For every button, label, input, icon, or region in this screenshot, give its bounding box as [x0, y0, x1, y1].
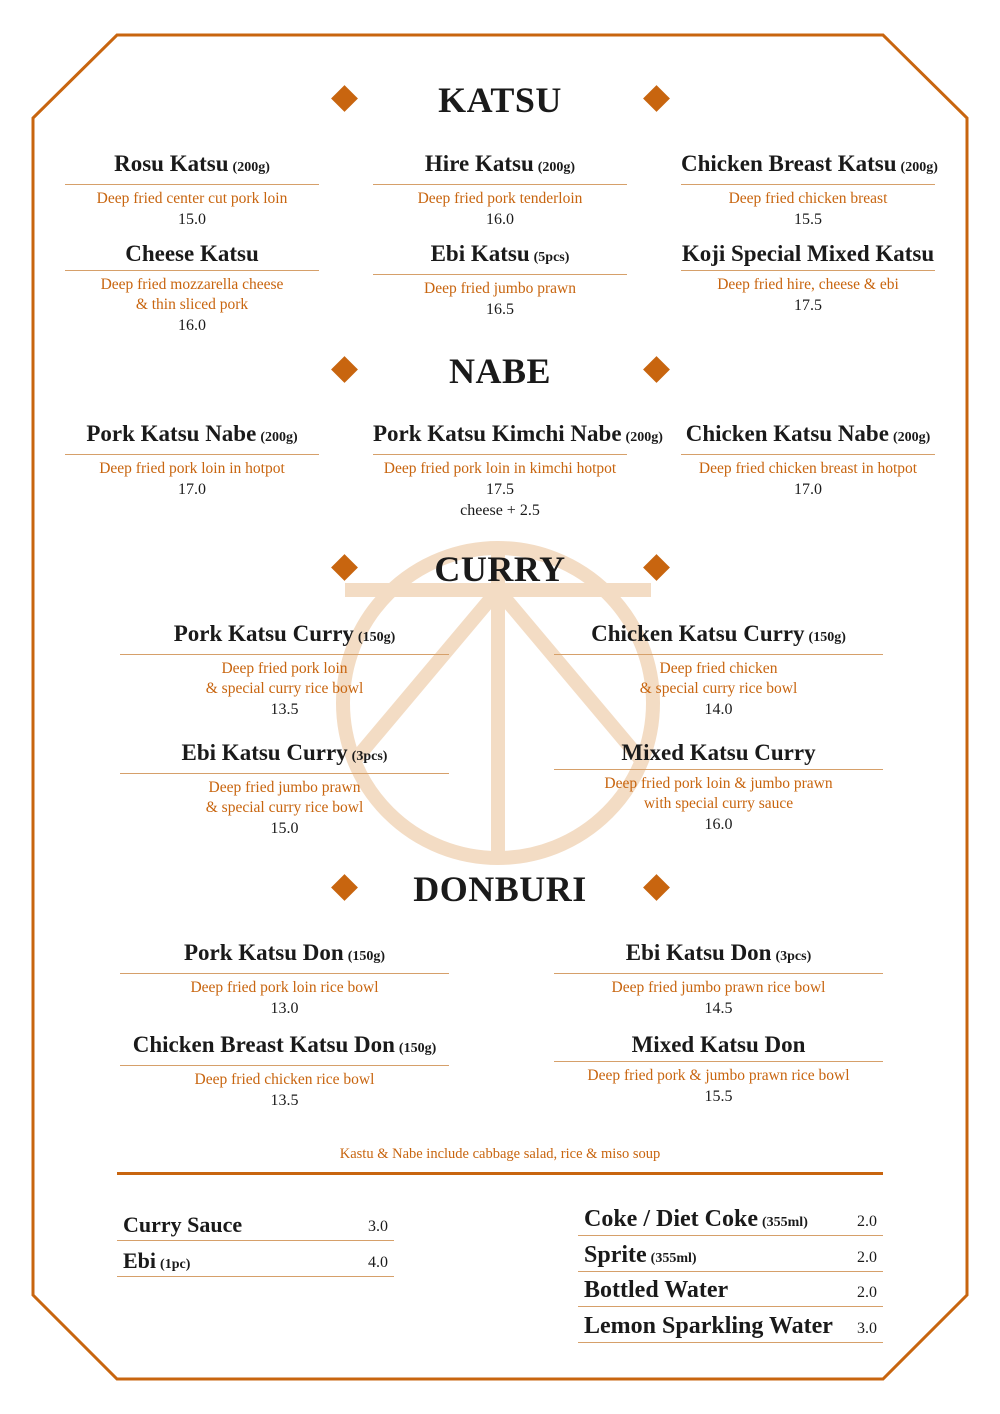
menu-item	[120, 1031, 449, 1112]
item-price: 2.0	[857, 1284, 877, 1301]
menu-item-title: Pork Katsu Don	[183, 940, 344, 965]
menu-item-rule	[554, 654, 883, 655]
section-divider	[117, 1172, 883, 1175]
menu-item-title: Chicken Katsu Curry	[591, 621, 805, 646]
menu-item-rule	[681, 454, 935, 455]
menu-item-name	[65, 150, 319, 182]
item-price: 2.0	[857, 1249, 877, 1266]
menu-item-name	[120, 620, 449, 652]
item-portion: (355ml)	[761, 1215, 808, 1230]
menu-item	[554, 1031, 883, 1108]
menu-item-rule	[65, 184, 319, 185]
section-title-curry: CURRY	[434, 549, 566, 589]
item-name: Coke / Diet Coke	[584, 1206, 758, 1232]
menu-item-name	[373, 240, 627, 272]
menu-item-name	[373, 420, 663, 452]
item-name: Bottled Water	[584, 1277, 729, 1303]
menu-item-price: 15.5	[704, 1088, 733, 1105]
menu-item-price: 14.5	[704, 1000, 733, 1017]
menu-item-rule	[120, 973, 449, 974]
menu-item-title: Ebi Katsu Don	[625, 940, 772, 965]
menu-item-title: Pork Katsu Nabe	[86, 421, 257, 446]
menu-item-description: & special curry rice bowl	[205, 799, 364, 816]
menu-item-price: 17.0	[178, 481, 206, 498]
menu-item-rule	[120, 654, 449, 655]
menu-item-portion: (5pcs)	[533, 250, 570, 265]
included-sides-note: Kastu & Nabe include cabbage salad, rice & miso soup	[339, 1146, 661, 1162]
menu-item-description: Deep fried pork loin	[221, 660, 348, 677]
section-title-nabe: NABE	[448, 351, 552, 391]
menu-item-title: Hire Katsu	[424, 151, 534, 176]
menu-item-description: Deep fried hire, cheese & ebi	[717, 276, 899, 293]
menu-item-name	[120, 739, 449, 771]
menu-item-title: Ebi Katsu Curry	[181, 740, 348, 765]
menu-item-name	[120, 1031, 449, 1063]
menu-item-description: Deep fried pork tenderloin	[417, 190, 583, 207]
menu-item	[120, 620, 449, 721]
menu-item-portion: (3pcs)	[351, 749, 388, 764]
item-name-group	[578, 1206, 808, 1235]
menu-item-price: 17.5	[486, 481, 514, 498]
menu-item-portion: (3pcs)	[775, 949, 812, 964]
menu-item-description: & thin sliced pork	[135, 296, 249, 313]
menu-item-title: Mixed Katsu Don	[631, 1032, 806, 1057]
menu-item-name	[554, 739, 883, 767]
menu-item-title: Koji Special Mixed Katsu	[681, 241, 935, 266]
menu-item-description: Deep fried chicken	[659, 660, 778, 677]
menu-item-price: 13.0	[270, 1000, 299, 1017]
menu-item-rule	[120, 1065, 449, 1066]
menu-item-description: with special curry sauce	[643, 795, 794, 812]
menu-item-portion: (200g)	[537, 160, 576, 175]
drink-item	[578, 1307, 883, 1343]
menu-item-rule	[65, 454, 319, 455]
menu-item	[65, 420, 319, 501]
menu-item-rule	[65, 270, 319, 271]
item-price: 2.0	[857, 1213, 877, 1230]
menu-item	[65, 150, 319, 231]
menu-item-title: Chicken Breast Katsu Don	[132, 1032, 395, 1057]
item-portion: (1pc)	[160, 1257, 191, 1272]
menu-item-name	[554, 1031, 883, 1059]
menu-item-rule	[681, 270, 935, 271]
item-name: Lemon Sparkling Water	[584, 1313, 833, 1339]
drink-item	[578, 1271, 883, 1307]
item-portion: (355ml)	[650, 1251, 697, 1266]
menu-item-price: 16.5	[486, 301, 514, 318]
menu-item	[554, 939, 883, 1020]
menu-item-portion: (200g)	[892, 430, 931, 445]
menu-item-rule	[373, 454, 627, 455]
menu-item-description: Deep fried mozzarella cheese	[100, 276, 284, 293]
menu-item-name	[373, 150, 627, 182]
item-name-group	[578, 1313, 833, 1342]
menu-item	[554, 620, 883, 721]
menu-item-description: Deep fried pork loin & jumbo prawn	[604, 775, 833, 792]
menu-item-title: Rosu Katsu	[114, 151, 229, 176]
menu-item-name	[120, 939, 449, 971]
menu-item-rule	[373, 274, 627, 275]
section-title-katsu: KATSU	[438, 80, 562, 120]
menu-item-addon: cheese + 2.5	[460, 502, 540, 519]
menu-item	[65, 240, 319, 337]
menu-item-description: Deep fried pork loin rice bowl	[190, 979, 379, 996]
menu-item-name	[681, 420, 935, 452]
item-name-group	[578, 1242, 697, 1271]
menu-item	[681, 240, 935, 317]
menu-item	[120, 939, 449, 1020]
menu-item-title: Ebi Katsu	[430, 241, 530, 266]
menu-item-description: Deep fried pork loin in hotpot	[99, 460, 285, 477]
item-name-group	[117, 1248, 190, 1276]
menu-item-price: 13.5	[270, 1092, 299, 1109]
menu-item-name	[65, 240, 319, 268]
menu-item-portion: (200g)	[900, 160, 938, 175]
item-name: Sprite	[584, 1242, 647, 1268]
item-price: 3.0	[368, 1218, 388, 1235]
menu-item-rule	[554, 1061, 883, 1062]
side-item	[117, 1241, 394, 1277]
item-name: Curry Sauce	[123, 1212, 243, 1237]
menu-item-portion: (200g)	[625, 430, 663, 445]
menu-item-name	[681, 150, 938, 182]
menu-item-title: Chicken Katsu Nabe	[685, 421, 889, 446]
menu-item	[373, 420, 663, 521]
menu-item-description: Deep fried jumbo prawn rice bowl	[611, 979, 826, 996]
menu-item-portion: (200g)	[232, 160, 270, 175]
menu-item-price: 17.5	[794, 297, 822, 314]
drink-item	[578, 1200, 883, 1236]
menu-item-title: Pork Katsu Kimchi Nabe	[373, 421, 622, 446]
menu-item-rule	[373, 184, 627, 185]
menu-item-portion: (150g)	[347, 949, 386, 964]
menu-item-price: 16.0	[704, 816, 733, 833]
menu-item-rule	[554, 769, 883, 770]
item-name-group	[578, 1277, 728, 1306]
menu-item-title: Mixed Katsu Curry	[621, 740, 816, 765]
menu-item-description: Deep fried pork loin in kimchi hotpot	[383, 460, 617, 477]
drink-item	[578, 1236, 883, 1272]
menu-item-rule	[681, 184, 935, 185]
menu-item-price: 14.0	[704, 701, 733, 718]
menu-item	[681, 420, 935, 501]
menu-item-title: Chicken Breast Katsu	[681, 151, 897, 176]
menu-item-name	[681, 240, 935, 268]
menu-item-portion: (150g)	[357, 630, 396, 645]
side-item	[117, 1205, 394, 1241]
menu-item	[554, 739, 883, 836]
menu-item-description: Deep fried chicken rice bowl	[194, 1071, 375, 1088]
menu-item-name	[65, 420, 319, 452]
menu-item	[373, 150, 627, 231]
menu-item-portion: (200g)	[260, 430, 298, 445]
menu-item-description: Deep fried jumbo prawn	[208, 779, 361, 796]
menu-item-description: Deep fried center cut pork loin	[96, 190, 288, 207]
menu-item-name	[554, 939, 883, 971]
menu-item-name	[554, 620, 883, 652]
menu-item-price: 15.5	[794, 211, 822, 228]
menu-item-title: Pork Katsu Curry	[173, 621, 354, 646]
menu-item	[681, 150, 938, 231]
menu-item-description: Deep fried chicken breast in hotpot	[698, 460, 918, 477]
menu-item	[120, 739, 449, 840]
menu-item-price: 13.5	[270, 701, 299, 718]
menu-item-portion: (150g)	[808, 630, 846, 645]
item-price: 3.0	[857, 1320, 877, 1337]
menu-item-title: Cheese Katsu	[125, 241, 259, 266]
menu-item-price: 15.0	[178, 211, 206, 228]
menu-item-rule	[554, 973, 883, 974]
item-name-group	[117, 1212, 242, 1240]
menu-item-price: 16.0	[178, 317, 206, 334]
menu-item-description: Deep fried jumbo prawn	[424, 280, 576, 297]
menu-item-description: Deep fried chicken breast	[728, 190, 888, 207]
menu-item-description: Deep fried pork & jumbo prawn rice bowl	[587, 1067, 850, 1084]
menu-item-description: & special curry rice bowl	[205, 680, 364, 697]
item-price: 4.0	[368, 1254, 388, 1271]
menu-item-price: 17.0	[794, 481, 822, 498]
menu-item-rule	[120, 773, 449, 774]
item-name: Ebi	[123, 1248, 157, 1273]
section-title-donburi: DONBURI	[413, 869, 587, 909]
menu-item-description: & special curry rice bowl	[639, 680, 798, 697]
menu-item-price: 15.0	[270, 820, 299, 837]
menu-item-price: 16.0	[486, 211, 514, 228]
menu-item	[373, 240, 627, 321]
menu-item-portion: (150g)	[398, 1041, 437, 1056]
